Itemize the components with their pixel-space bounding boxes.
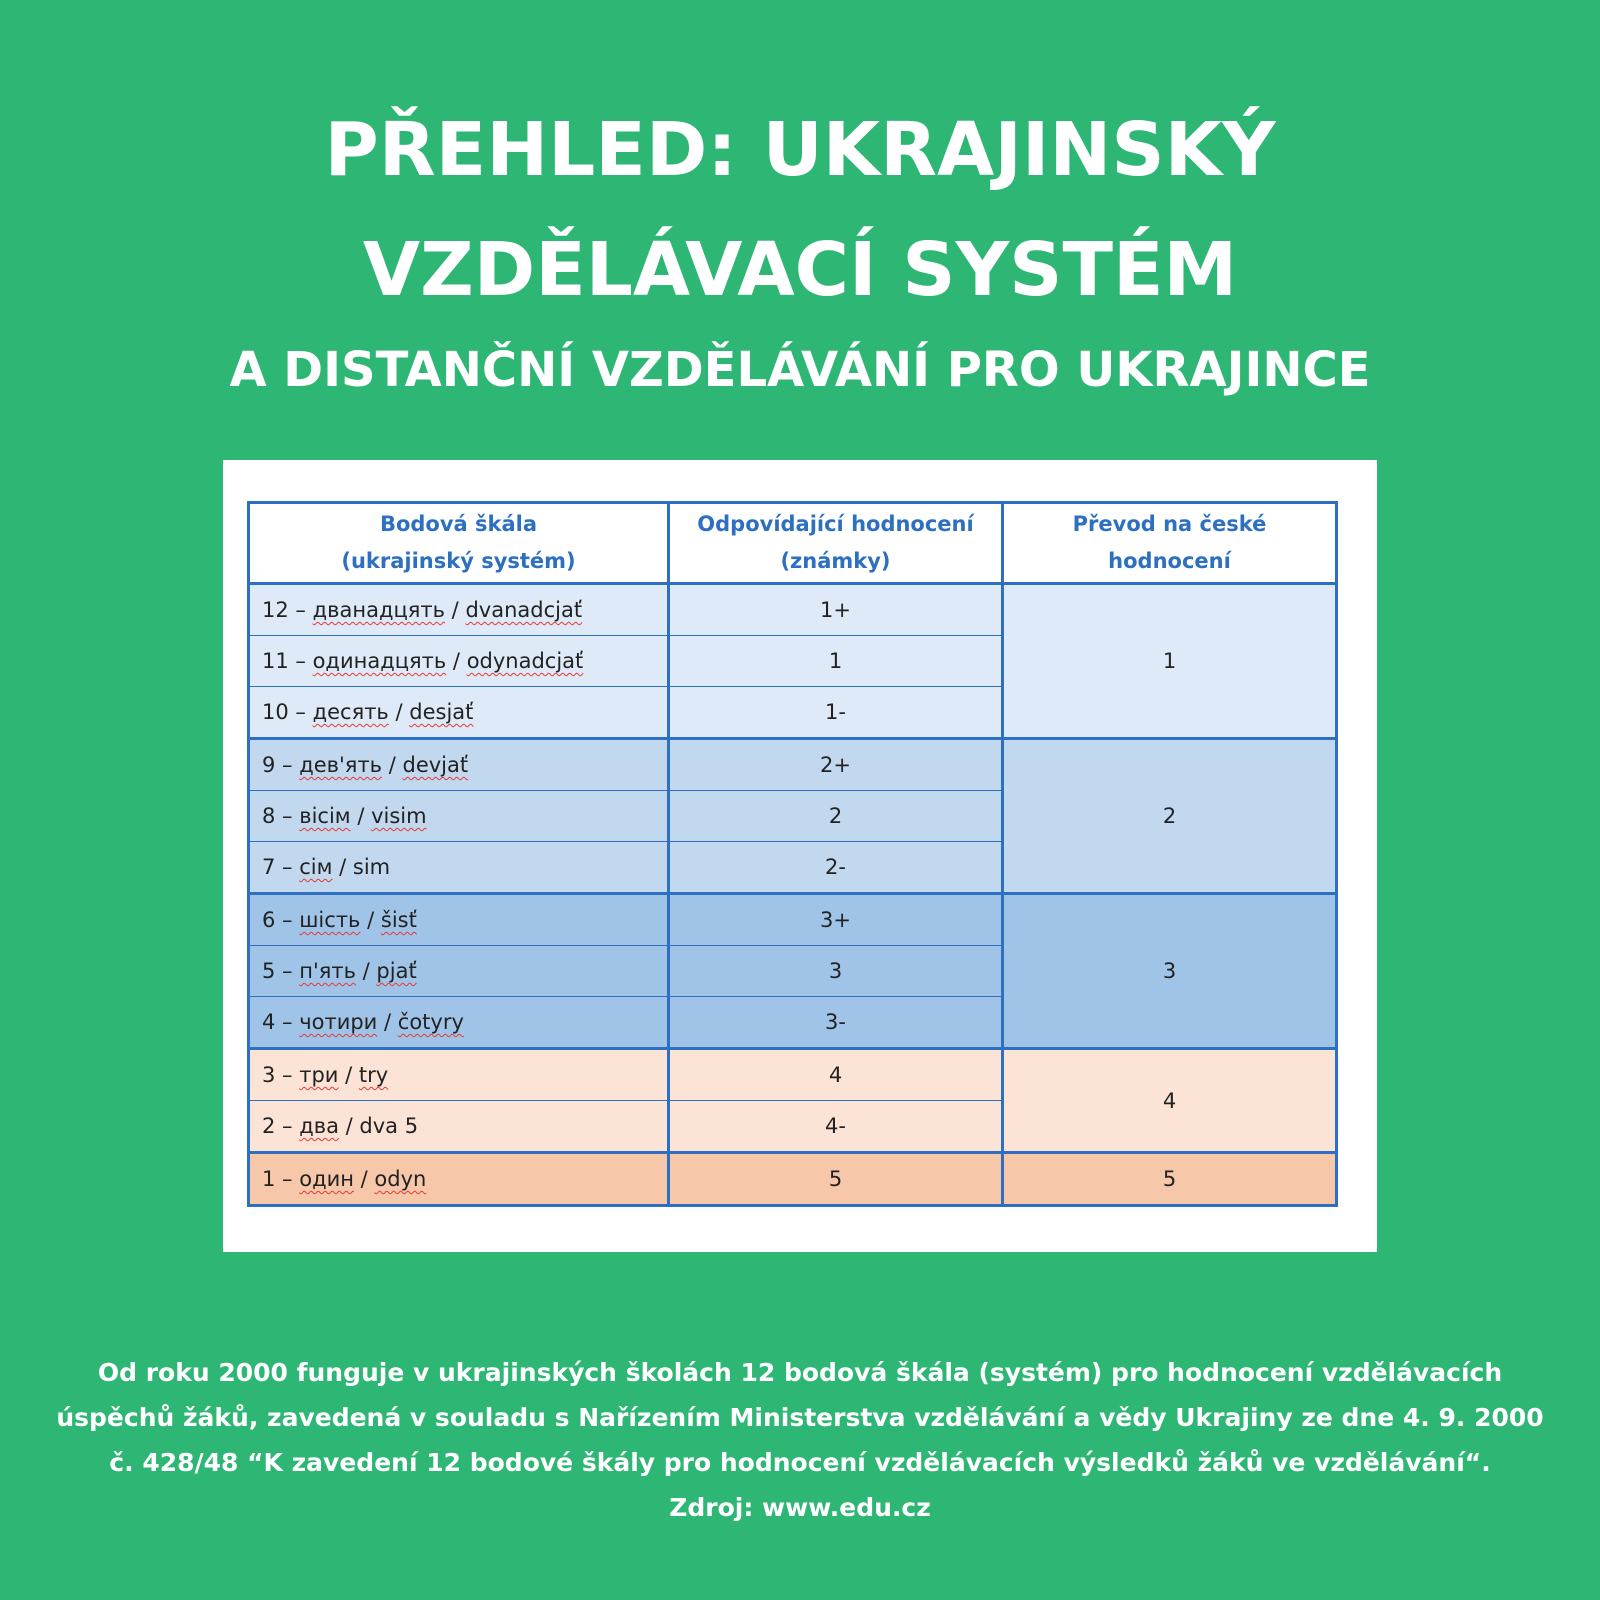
transliteration: dvanadcjať: [465, 598, 583, 622]
point-cell: 7 – сім / sim: [249, 842, 669, 894]
czech-grade-cell: 1: [1003, 584, 1337, 739]
header-grade-line2: (známky): [780, 549, 891, 573]
ukrainian-word: дев'ять: [299, 753, 383, 777]
table-row: [249, 1049, 1337, 1101]
point-cell: 9 – дев'ять / devjať: [249, 739, 669, 791]
czech-grade-cell: 3: [1003, 894, 1337, 1049]
header-grade: [669, 503, 1003, 584]
transliteration: šisť: [380, 908, 417, 932]
transliteration: pjať: [376, 959, 417, 983]
header-czech-conversion: [1003, 503, 1337, 584]
point-cell: 3 – три / try: [249, 1049, 669, 1101]
header-point-scale: [249, 503, 669, 584]
ukrainian-word: вісім: [299, 804, 351, 828]
czech-grade-cell: 2: [1003, 739, 1337, 894]
grade-cell: 2+: [669, 739, 1003, 791]
transliteration: dva: [359, 1114, 399, 1138]
table-header-row: [249, 503, 1337, 584]
page-title-line2: VZDĚLÁVACÍ SYSTÉM: [362, 227, 1238, 313]
transliteration: devjať: [402, 753, 469, 777]
transliteration: čotyry: [397, 1010, 464, 1034]
grade-cell: 4: [669, 1049, 1003, 1101]
point-cell: 11 – одинадцять / odynadcjať: [249, 636, 669, 687]
czech-grade-cell: 5: [1003, 1153, 1337, 1206]
grade-cell: 3-: [669, 997, 1003, 1049]
point-cell: 6 – шість / šisť: [249, 894, 669, 946]
footer-note: [40, 1350, 1560, 1530]
ukrainian-word: сім: [299, 855, 333, 879]
czech-grade-cell: 4: [1003, 1049, 1337, 1153]
footer-source: Zdroj: www.edu.cz: [669, 1493, 931, 1522]
point-cell: 8 – вісім / visim: [249, 791, 669, 842]
footer-line: Od roku 2000 funguje v ukrajinských školách 12 bodová škála (systém) pro hodnocení vzdělávacích: [97, 1358, 1503, 1387]
table-row: [249, 584, 1337, 636]
transliteration: odynadcjať: [466, 649, 584, 673]
footer-line: č. 428/48 “K zavedení 12 bodové škály pro hodnocení vzdělávacích výsledků žáků ve vzdělávání“.: [109, 1448, 1491, 1477]
ukrainian-word: шість: [299, 908, 361, 932]
header-grade-line1: Odpovídající hodnocení: [697, 512, 974, 536]
ukrainian-word: дванадцять: [312, 598, 445, 622]
footer-line: úspěchů žáků, zavedená v souladu s Nařízením Ministerstva vzdělávání a vědy Ukrajiny ze dne 4. 9. 2000: [56, 1403, 1544, 1432]
ukrainian-word: три: [299, 1063, 339, 1087]
page-subtitle: A DISTANČNÍ VZDĚLÁVÁNÍ PRO UKRAJINCE: [229, 342, 1371, 398]
header-point-scale-line1: Bodová škála: [379, 512, 538, 536]
grade-cell: 5: [669, 1153, 1003, 1206]
table-row: [249, 739, 1337, 791]
grade-cell: 1-: [669, 687, 1003, 739]
grading-table: [247, 501, 1338, 1207]
transliteration: try: [358, 1063, 389, 1087]
ukrainian-word: п'ять: [299, 959, 356, 983]
grade-cell: 3+: [669, 894, 1003, 946]
grade-cell: 3: [669, 946, 1003, 997]
transliteration: sim: [352, 855, 391, 879]
grade-cell: 4-: [669, 1101, 1003, 1153]
table-row: [249, 894, 1337, 946]
header-point-scale-line2: (ukrajinský systém): [341, 549, 576, 573]
header-czech-conversion-line2: hodnocení: [1108, 549, 1231, 573]
ukrainian-word: десять: [312, 700, 389, 724]
page-title-line1: PŘEHLED: UKRAJINSKÝ: [324, 107, 1276, 193]
header-czech-conversion-line1: Převod na české: [1072, 512, 1267, 536]
grade-cell: 1: [669, 636, 1003, 687]
table-row: [249, 1153, 1337, 1206]
point-cell: 1 – один / odyn: [249, 1153, 669, 1206]
point-cell: 4 – чотири / čotyry: [249, 997, 669, 1049]
point-cell: 2 – два / dva 5: [249, 1101, 669, 1153]
transliteration: odyn: [374, 1167, 427, 1191]
ukrainian-word: одинадцять: [312, 649, 447, 673]
ukrainian-word: два: [299, 1114, 339, 1138]
point-cell: 10 – десять / desjať: [249, 687, 669, 739]
point-cell: 12 – дванадцять / dvanadcjať: [249, 584, 669, 636]
grade-cell: 2-: [669, 842, 1003, 894]
ukrainian-word: один: [299, 1167, 354, 1191]
transliteration: desjať: [409, 700, 474, 724]
table-card: [223, 460, 1377, 1252]
transliteration: visim: [371, 804, 427, 828]
point-cell: 5 – п'ять / pjať: [249, 946, 669, 997]
grade-cell: 1+: [669, 584, 1003, 636]
grade-cell: 2: [669, 791, 1003, 842]
ukrainian-word: чотири: [299, 1010, 378, 1034]
